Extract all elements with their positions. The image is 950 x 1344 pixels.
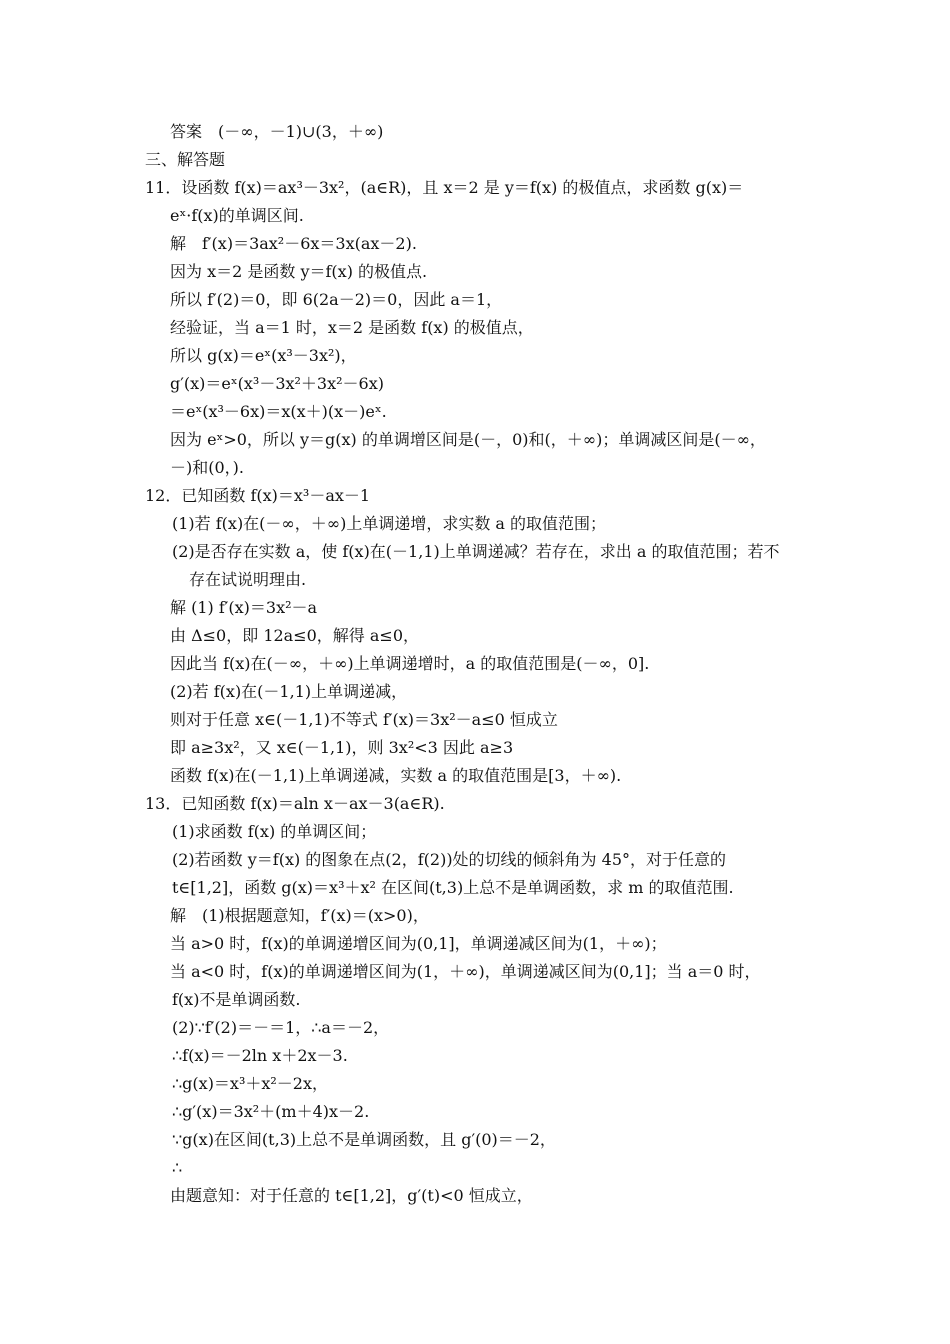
- solution-line: 函数 f(x)在(－1,1)上单调递减，实数 a 的取值范围是[3，＋∞).: [170, 766, 622, 785]
- section-heading: 三、解答题: [145, 150, 226, 169]
- solution-line: ∴g(x)＝x³＋x²－2x，: [172, 1074, 329, 1093]
- problem-12-part-1: (1)若 f(x)在(－∞，＋∞)上单调递增，求实数 a 的取值范围；: [172, 514, 607, 533]
- solution-line: 因为 eˣ>0，所以 y＝g(x) 的单调增区间是(－，0)和(，＋∞)；单调减区间是(－∞，: [170, 430, 766, 449]
- problem-13-part-2-cont: t∈[1,2]，函数 g(x)＝x³＋x² 在区间(t,3)上总不是单调函数，求 m 的取值范围.: [172, 878, 734, 897]
- solution-line: 因为 x＝2 是函数 y＝f(x) 的极值点.: [170, 262, 428, 281]
- solution-line: 经验证，当 a＝1 时，x＝2 是函数 f(x) 的极值点，: [170, 318, 534, 337]
- solution-line: 所以 g(x)＝eˣ(x³－3x²)，: [170, 346, 357, 365]
- solution-line: 解 f′(x)＝3ax²－6x＝3x(ax－2).: [170, 234, 417, 253]
- problem-12-statement: 12．已知函数 f(x)＝x³－ax－1: [145, 486, 371, 505]
- solution-line: 当 a<0 时，f(x)的单调递增区间为(1，＋∞)，单调递减区间为(0,1]；当 a＝0 时，: [170, 962, 761, 981]
- solution-line: 解 (1) f′(x)＝3x²－a: [170, 598, 318, 617]
- solution-line: ∵g(x)在区间(t,3)上总不是单调函数，且 g′(0)＝－2，: [172, 1130, 556, 1149]
- solution-line: －)和(0，).: [170, 458, 244, 477]
- problem-13-part-2: (2)若函数 y＝f(x) 的图象在点(2，f(2))处的切线的倾斜角为 45°，对于任意的: [172, 850, 727, 869]
- solution-line: 即 a≥3x²，又 x∈(－1,1)，则 3x²<3 因此 a≥3: [170, 738, 514, 757]
- problem-12-part-2-cont: 存在试说明理由.: [189, 570, 307, 589]
- problem-13-part-1: (1)求函数 f(x) 的单调区间；: [172, 822, 377, 841]
- solution-line: ＝eˣ(x³－6x)＝x(x＋)(x－)eˣ.: [170, 402, 387, 421]
- problem-11-statement: 11．设函数 f(x)＝ax³－3x²，(a∈R)，且 x＝2 是 y＝f(x) 的极值点，求函数 g(x)＝: [145, 178, 744, 197]
- solution-line: 解 (1)根据题意知，f′(x)＝(x>0)，: [170, 906, 429, 925]
- problem-12-part-2: (2)是否存在实数 a，使 f(x)在(－1,1)上单调递减？若存在，求出 a 的取值范围；若不: [172, 542, 780, 561]
- solution-line: 由 Δ≤0，即 12a≤0，解得 a≤0，: [170, 626, 420, 645]
- solution-line: (2)∵f′(2)＝－＝1，∴a＝－2，: [172, 1018, 390, 1037]
- solution-line: 因此当 f(x)在(－∞，＋∞)上单调递增时，a 的取值范围是(－∞，0].: [170, 654, 650, 673]
- solution-line: 由题意知：对于任意的 t∈[1,2]，g′(t)<0 恒成立，: [170, 1186, 533, 1205]
- solution-line: 则对于任意 x∈(－1,1)不等式 f′(x)＝3x²－a≤0 恒成立: [170, 710, 558, 729]
- solution-line: ∴g′(x)＝3x²＋(m＋4)x－2.: [172, 1102, 370, 1121]
- solution-line: g′(x)＝eˣ(x³－3x²＋3x²－6x): [170, 374, 384, 393]
- solution-line: 当 a>0 时，f(x)的单调递增区间为(0,1]，单调递减区间为(1，＋∞)；: [170, 934, 667, 953]
- problem-13-statement: 13．已知函数 f(x)＝aln x－ax－3(a∈R).: [145, 794, 445, 813]
- solution-line: f(x)不是单调函数.: [172, 990, 301, 1009]
- solution-line: ∴: [172, 1158, 183, 1177]
- solution-line: 所以 f′(2)＝0，即 6(2a－2)＝0，因此 a＝1，: [170, 290, 503, 309]
- answer-line: 答案 (－∞，－1)∪(3，＋∞): [170, 122, 384, 141]
- problem-11-statement-cont: eˣ·f(x)的单调区间.: [170, 206, 304, 225]
- solution-line: ∴f(x)＝－2ln x＋2x－3.: [172, 1046, 348, 1065]
- solution-line: (2)若 f(x)在(－1,1)上单调递减，: [170, 682, 408, 701]
